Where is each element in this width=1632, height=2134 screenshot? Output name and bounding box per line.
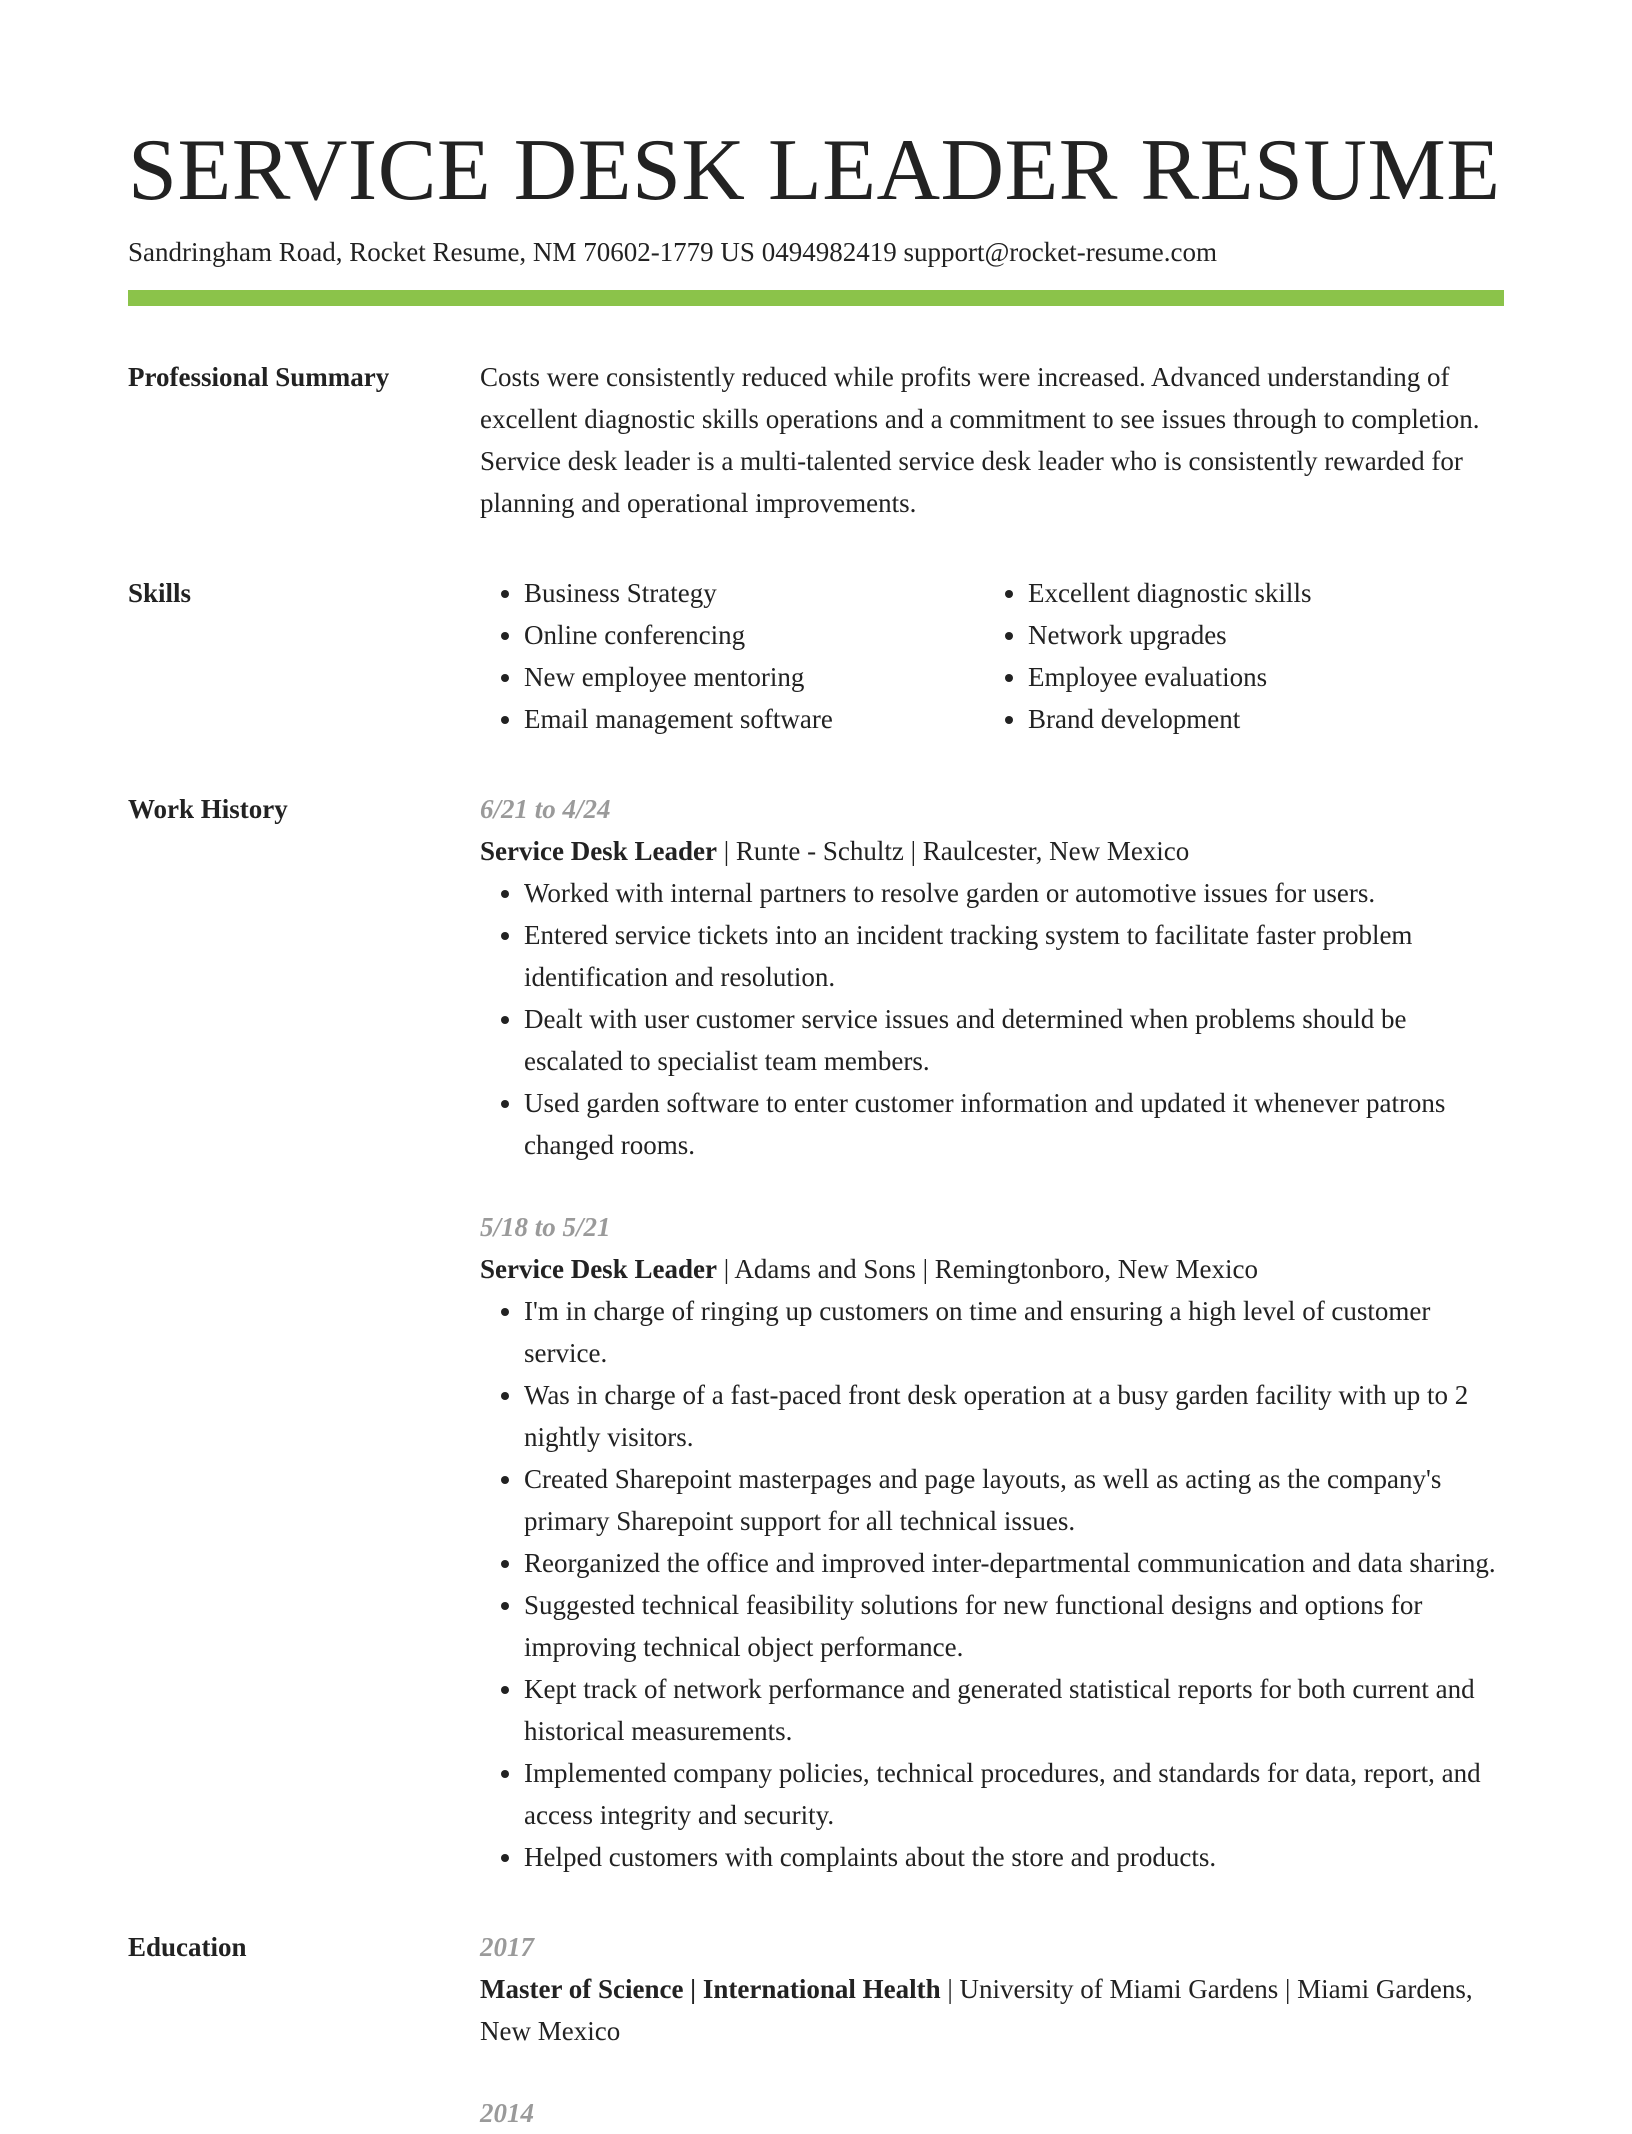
skill-item: • Online conferencing [524,614,984,656]
education-heading [480,1968,1504,2052]
job-details: | Adams and Sons | Remingtonboro, New Mexico [716,1254,1258,1284]
job-entry [480,788,1504,1166]
job-bullet: • Entered service tickets into an incident tracking system to facilitate faster problem identification and resolution. [524,914,1504,998]
job-bullet: • Was in charge of a fast-paced front desk operation at a busy garden facility with up to 2 nightly visitors. [524,1374,1504,1458]
job-bullet: • Worked with internal partners to resolve garden or automotive issues for users. [524,872,1504,914]
section-title-skills: Skills [128,578,192,608]
job-bullet: • Reorganized the office and improved inter-departmental communication and data sharing. [524,1542,1504,1584]
job-details: | Runte - Schultz | Raulcester, New Mexico [716,836,1190,866]
resume-page [128,118,1504,2134]
education-details: | University of Miami Gardens | Miami Gardens, New Mexico [480,1974,1473,2046]
job-bullet: • Helped customers with complaints about the store and products. [524,1836,1504,1878]
skill-item: • Email management software [524,698,984,740]
job-bullet: • I'm in charge of ringing up customers on time and ensuring a high level of customer service. [524,1290,1504,1374]
education-entry [480,2092,1504,2134]
job-heading [480,830,1504,872]
degree-title: Master of Science | International Health [480,1974,941,2004]
job-title: Service Desk Leader [480,1254,717,1284]
education-year: 2014 [480,2098,534,2128]
section-title-education: Education [128,1932,247,1962]
job-bullet: • Created Sharepoint masterpages and page layouts, as well as acting as the company's primary Sharepoint support for all technical issues. [524,1458,1504,1542]
resume-title: SERVICE DESK LEADER RESUME [128,122,1501,219]
job-heading [480,1248,1504,1290]
job-bullet: • Implemented company policies, technical procedures, and standards for data, report, and access integrity and security. [524,1752,1504,1836]
section-skills [128,572,1504,740]
job-bullets [480,1290,1504,1878]
job-bullet: • Used garden software to enter customer information and updated it whenever patrons changed rooms. [524,1082,1504,1166]
education-entry [480,1926,1504,2052]
job-bullets [480,872,1504,1166]
section-summary [128,356,1504,524]
job-dates: 6/21 to 4/24 [480,794,611,824]
accent-divider [128,290,1504,306]
section-title-work: Work History [128,794,288,824]
summary-text: Costs were consistently reduced while profits were increased. Advanced understanding of excellent diagnostic skills operations and a commitment to see issues through to completion. Service desk leader is a multi-talented service desk leader who is consistently rewarded for planning and operational improvements. [480,362,1480,518]
job-bullet: • Suggested technical feasibility solutions for new functional designs and options for improving technical object performance. [524,1584,1504,1668]
job-bullet: • Dealt with user customer service issues and determined when problems should be escalated to specialist team members. [524,998,1504,1082]
contact-line: Sandringham Road, Rocket Resume, NM 70602-1779 US 0494982419 support@rocket-resume.com [128,237,1217,267]
section-work-history [128,788,1504,1878]
job-bullet: • Kept track of network performance and generated statistical reports for both current and historical measurements. [524,1668,1504,1752]
section-title-summary: Professional Summary [128,362,390,392]
skill-item: • Brand development [1028,698,1498,740]
job-entry [480,1206,1504,1878]
skill-item: • New employee mentoring [524,656,984,698]
skill-item: • Employee evaluations [1028,656,1498,698]
skill-item: • Business Strategy [524,572,984,614]
section-education [128,1926,1504,2134]
skill-item: • Network upgrades [1028,614,1498,656]
job-dates: 5/18 to 5/21 [480,1212,611,1242]
skills-column-1 [480,572,984,740]
education-year: 2017 [480,1932,534,1962]
skill-item: • Excellent diagnostic skills [1028,572,1498,614]
skills-column-2 [984,572,1498,740]
job-title: Service Desk Leader [480,836,717,866]
